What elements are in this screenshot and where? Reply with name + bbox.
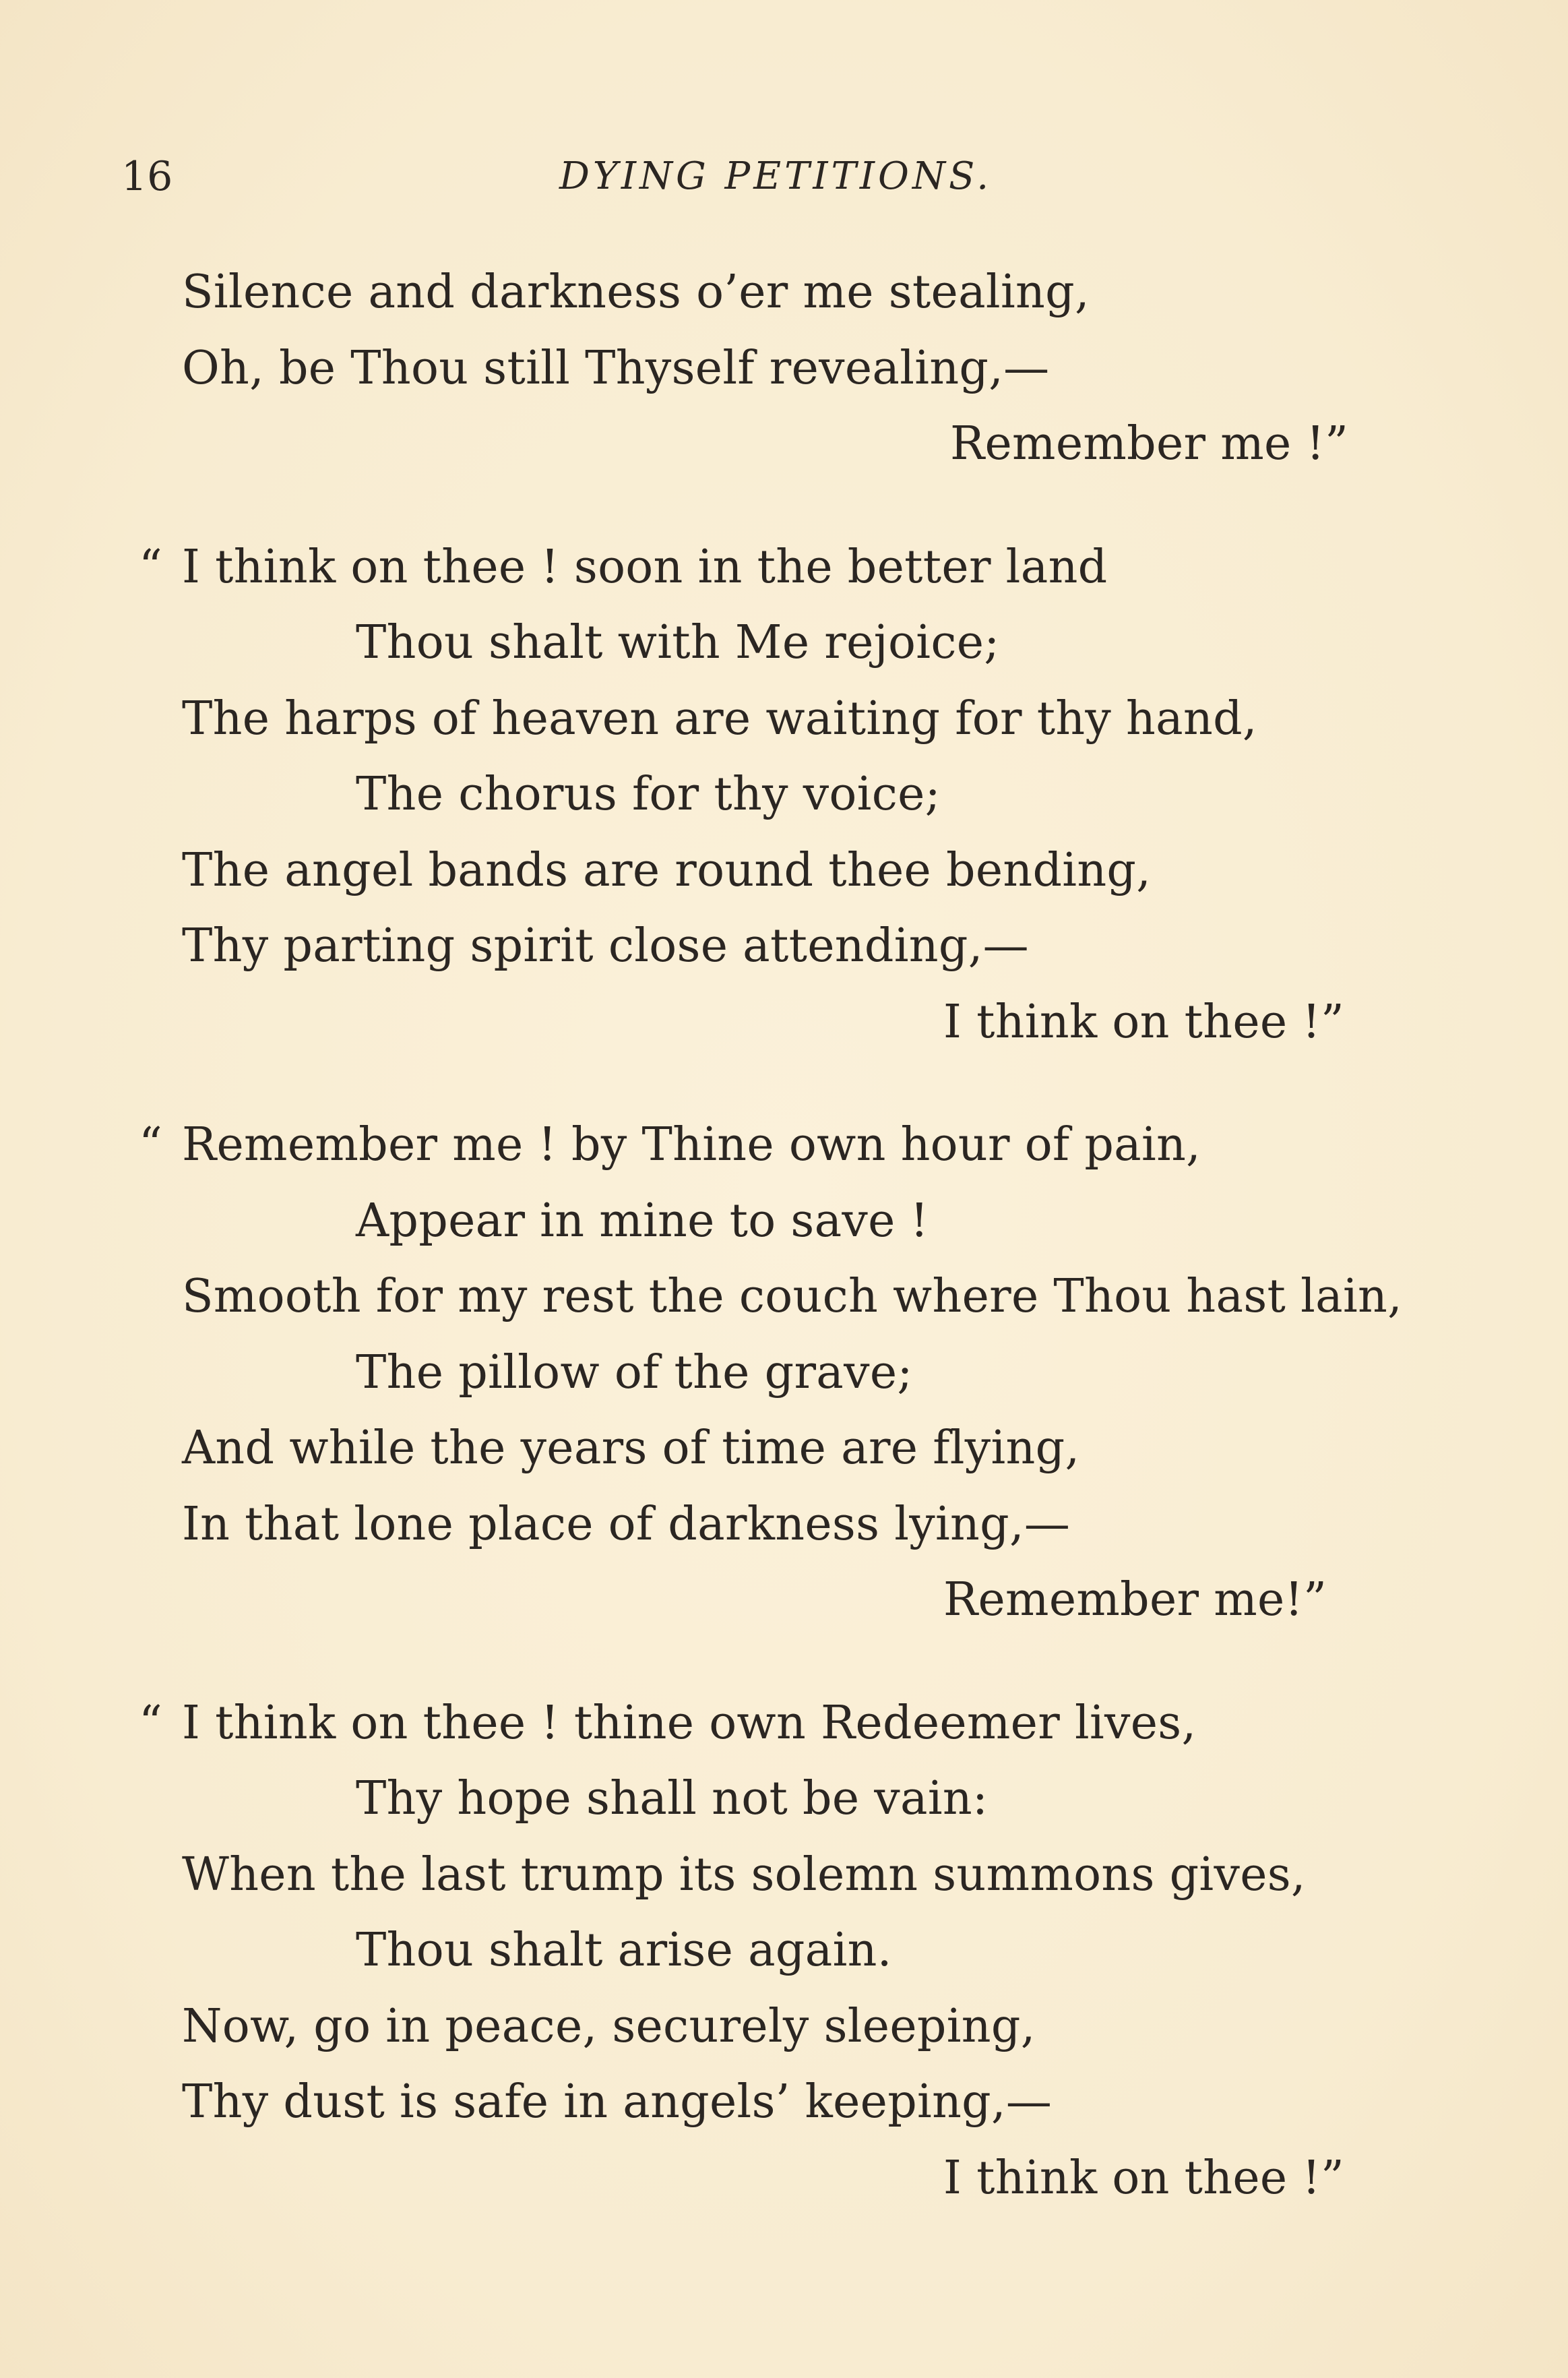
poem-line: Thy dust is safe in angels’ keeping,— (182, 2075, 1053, 2129)
stanza-gap (182, 1060, 1462, 1107)
poem-line-with-quote (139, 1686, 1462, 1762)
poem-line: Appear in mine to save ! (356, 1194, 929, 1248)
poem-line: Thou shalt with Me rejoice; (356, 616, 1000, 669)
poem-refrain-line: Remember me !” (950, 417, 1349, 470)
poem-line-text: Remember me ! by Thine own hour of pain, (182, 1118, 1201, 1171)
poem-line: Thy hope shall not be vain: (356, 1772, 989, 1825)
poem-line: And while the years of time are flying, (182, 1422, 1080, 1475)
stanza-3 (139, 1107, 1462, 1639)
stanza-1 (182, 255, 1462, 483)
poem-line: Oh, be Thou still Thyself revealing,— (182, 341, 1050, 395)
stanza-gap (182, 1639, 1462, 1686)
poem-line: Thy parting spirit close attending,— (182, 919, 1029, 973)
poem-line: The chorus for thy voice; (356, 768, 941, 821)
poem-refrain-line: I think on thee !” (943, 995, 1345, 1049)
poem-line: In that lone place of darkness lying,— (182, 1497, 1071, 1551)
page-number: 16 (121, 153, 173, 200)
poem-line-with-quote (139, 530, 1462, 606)
opening-quote-mark: “ (139, 1118, 163, 1171)
poem-line: Now, go in peace, securely sleeping, (182, 1999, 1036, 2053)
poem-line-with-quote (139, 1107, 1462, 1184)
poem-line: When the last trump its solemn summons gives, (182, 1848, 1306, 1901)
page-header (0, 150, 1568, 204)
poem-line: Silence and darkness o’er me stealing, (182, 266, 1090, 319)
poem-line: The harps of heaven are waiting for thy hand, (182, 692, 1257, 745)
opening-quote-mark: “ (139, 540, 163, 594)
poem-line: The angel bands are round thee bending, (182, 843, 1152, 897)
poem-line: Thou shalt arise again. (356, 1924, 892, 1977)
poem-line: The pillow of the grave; (356, 1345, 913, 1399)
stanza-gap (182, 483, 1462, 530)
poem-refrain-line: Remember me!” (943, 1573, 1327, 1626)
running-title: DYING PETITIONS. (559, 154, 993, 198)
poem-line-text: I think on thee ! thine own Redeemer lives, (182, 1696, 1197, 1750)
poem-line: Smooth for my rest the couch where Thou hast lain, (182, 1270, 1403, 1323)
stanza-4 (139, 1686, 1462, 2217)
stanza-2 (139, 530, 1462, 1061)
poem-body (139, 255, 1462, 2216)
opening-quote-mark: “ (139, 1696, 163, 1750)
poem-line-text: I think on thee ! soon in the better land (182, 540, 1108, 594)
poem-refrain-line: I think on thee !” (943, 2151, 1345, 2205)
